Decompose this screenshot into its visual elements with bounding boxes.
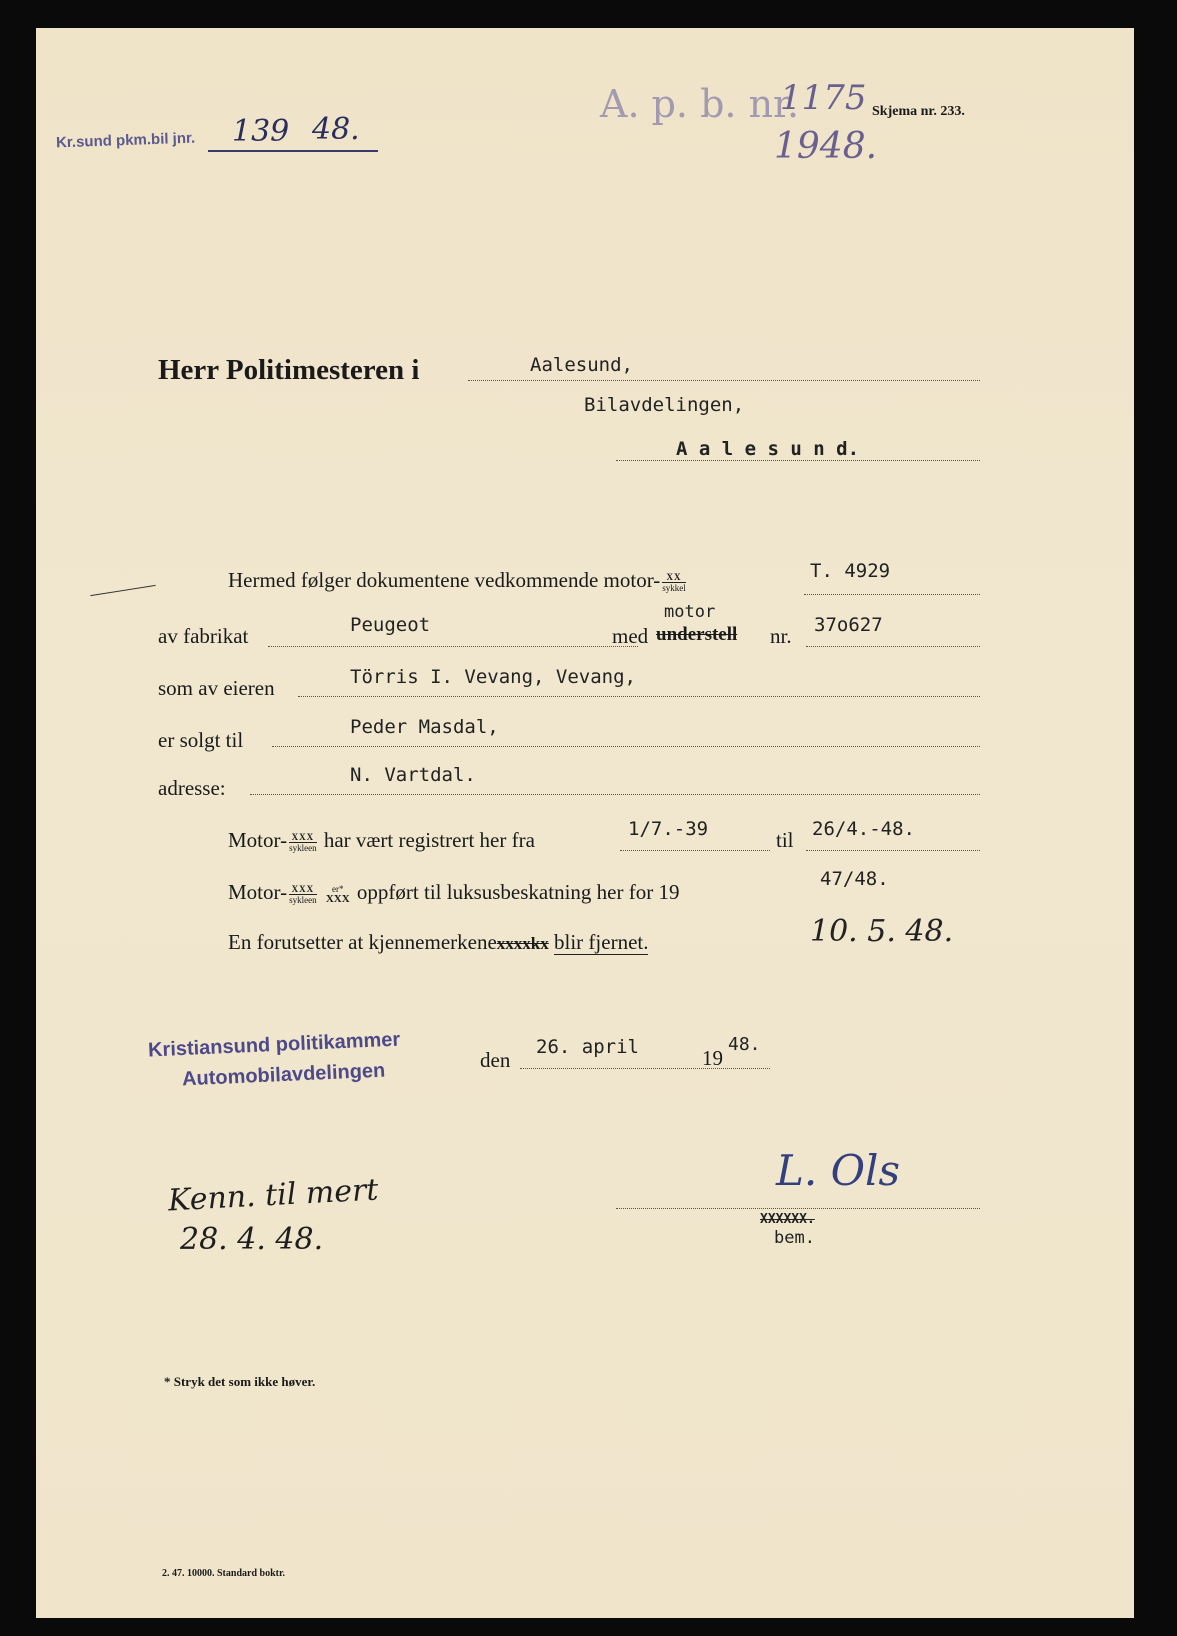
intro-text: Hermed følger dokumentene vedkommende motor- xyxy=(228,568,661,592)
date-value xyxy=(536,1036,639,1058)
addressee-line2-text: Bilavdelingen, xyxy=(584,394,745,416)
owner-value xyxy=(350,666,636,688)
journal-stamp-label: Kr.sund pkm.bil jnr. xyxy=(55,129,196,152)
year-text: 48. xyxy=(728,1034,761,1055)
med-text: med xyxy=(612,624,649,648)
handwritten-note-line2 xyxy=(180,1222,323,1257)
tax-er: er* xyxy=(332,884,344,895)
vehicle-type: sykkel xyxy=(662,582,686,593)
sold-label-text: er solgt til xyxy=(158,728,244,752)
signature-role-struck xyxy=(760,1212,815,1227)
owner-label xyxy=(158,676,275,701)
reg-til xyxy=(776,828,794,853)
police-stamp-text1: Kristiansund politikammer xyxy=(147,1028,401,1062)
reg-struck: XXX xyxy=(289,832,317,843)
printer-line xyxy=(162,1568,285,1579)
addressee-line3-dots xyxy=(616,460,980,461)
apb-year xyxy=(774,126,877,167)
registration-dots xyxy=(804,594,980,595)
addressee-line3 xyxy=(676,438,859,460)
address-value xyxy=(350,764,476,786)
fabrikat-label xyxy=(158,624,248,649)
signature-dots xyxy=(616,1208,980,1209)
reg-from-value: 1/7.-39 xyxy=(628,818,709,840)
plates-end: blir fjernet. xyxy=(554,930,649,954)
addressee-salutation xyxy=(158,354,419,387)
fabrikat-text: Peugeot xyxy=(350,614,431,636)
address-text: N. Vartdal. xyxy=(350,764,476,786)
reg-to-value: 26/4.-48. xyxy=(812,818,915,840)
year-prefix-text: 19 xyxy=(702,1046,723,1070)
tax-struck: XXX xyxy=(289,884,317,895)
med-label xyxy=(612,624,648,649)
journal-number xyxy=(232,114,289,149)
schema-text: Skjema nr. 233. xyxy=(872,104,965,119)
signature xyxy=(776,1146,900,1195)
schema-number xyxy=(872,104,965,120)
handnote-text2: 28. 4. 48. xyxy=(180,1222,324,1257)
addressee-line1-dots xyxy=(468,380,980,381)
motor-nr-value: 37o627 xyxy=(814,614,883,636)
understell-text: understell xyxy=(656,624,738,645)
buyer-value xyxy=(350,716,499,738)
address-label xyxy=(158,776,226,801)
buyer-text: Peder Masdal, xyxy=(350,716,499,738)
address-dots xyxy=(250,794,980,795)
fabrikat-value xyxy=(350,614,430,636)
registration xyxy=(810,560,890,582)
owner-text: Törris I. Vevang, Vevang, xyxy=(350,666,636,688)
apb-number xyxy=(780,78,867,118)
reg-to-dots xyxy=(806,850,980,851)
signature-text: L. Ols xyxy=(776,1146,901,1195)
registered-line xyxy=(228,828,535,853)
apb-label: A. p. b. nr. xyxy=(600,82,800,126)
margin-pencil-mark xyxy=(90,585,155,596)
salutation-text: Herr Politimesteren i xyxy=(158,354,420,386)
tax-year xyxy=(820,868,889,890)
sig-role-text: bem. xyxy=(774,1228,815,1248)
police-stamp-line1 xyxy=(148,1029,401,1063)
fabrikat-dots xyxy=(268,646,638,647)
addressee-line1-text: Aalesund, xyxy=(530,354,633,376)
tax-er-fraction xyxy=(326,884,350,904)
apb-number-value: 1175 xyxy=(780,78,867,118)
owner-dots xyxy=(298,696,980,697)
motor-word-text: motor xyxy=(664,602,716,622)
sold-label xyxy=(158,728,243,753)
sig-struck-text: XXXXXX. xyxy=(760,1212,815,1227)
reg-sub: sykleen xyxy=(289,842,317,853)
tax-sub: sykleen xyxy=(289,894,317,905)
police-stamp-line2 xyxy=(182,1060,386,1092)
motor-nr-dots xyxy=(806,646,980,647)
reg-text: har vært registrert her fra xyxy=(323,828,535,852)
reg-fraction xyxy=(289,832,317,853)
tax-year-value: 47/48. xyxy=(820,868,889,890)
footnote xyxy=(164,1374,315,1390)
journal-year xyxy=(312,112,360,147)
tax-prefix: Motor- xyxy=(228,880,288,904)
year-prefix xyxy=(702,1046,723,1071)
owner-label-text: som av eieren xyxy=(158,676,275,700)
addressee-line2 xyxy=(584,394,744,416)
handwritten-note-line1 xyxy=(167,1173,379,1219)
motor-nr xyxy=(814,614,883,636)
apb-year-value: 1948. xyxy=(774,126,878,167)
tax-er-struck: XXX xyxy=(325,893,350,906)
reg-from xyxy=(628,818,708,840)
date-dots xyxy=(520,1068,770,1069)
fabrikat-label-text: av fabrikat xyxy=(158,624,249,648)
police-stamp-text2: Automobilavdelingen xyxy=(181,1059,386,1091)
address-label-text: adresse: xyxy=(158,776,226,800)
tax-fraction xyxy=(289,884,317,905)
understell-struck xyxy=(656,624,737,646)
intro-line xyxy=(228,568,688,593)
journal-stamp xyxy=(56,130,196,152)
reg-til-text: til xyxy=(776,828,794,852)
form-sheet xyxy=(36,28,1134,1618)
apb-stamp xyxy=(600,82,799,126)
printer-text: 2. 47. 10000. Standard boktr. xyxy=(162,1568,285,1579)
journal-underline xyxy=(208,150,378,152)
plates-line xyxy=(228,930,648,955)
tax-line xyxy=(228,880,679,905)
reg-prefix: Motor- xyxy=(228,828,288,852)
addressee-line3-text: A a l e s u n d. xyxy=(676,438,860,460)
footnote-text: * Stryk det som ikke høver. xyxy=(164,1374,316,1389)
vehicle-type-struck: XX xyxy=(662,572,686,583)
date-text: 26. april xyxy=(536,1036,639,1058)
registration-value: T. 4929 xyxy=(810,560,891,582)
motor-word xyxy=(664,602,715,622)
tax-text: oppført til luksusbeskatning her for 19 xyxy=(356,880,680,904)
plates-date-value: 10. 5. 48. xyxy=(810,914,954,949)
signature-role xyxy=(774,1228,815,1248)
nr-text: nr. xyxy=(770,624,792,648)
plates-date xyxy=(810,914,953,949)
buyer-dots xyxy=(272,746,980,747)
handnote-text1: Kenn. til mert xyxy=(167,1172,380,1219)
plates-text: En forutsetter at kjennemerkene xyxy=(228,930,497,954)
vehicle-type-fraction xyxy=(662,572,686,593)
nr-label xyxy=(770,624,792,649)
reg-to xyxy=(812,818,915,840)
reg-from-dots xyxy=(620,850,770,851)
journal-year-value: 48. xyxy=(312,112,360,147)
addressee-line1 xyxy=(530,354,633,376)
plates-struck: xxxxkx xyxy=(496,934,549,953)
den-text: den xyxy=(480,1048,511,1072)
journal-number-value: 139 xyxy=(232,114,290,149)
year-value xyxy=(728,1034,761,1055)
den-label xyxy=(480,1048,510,1073)
